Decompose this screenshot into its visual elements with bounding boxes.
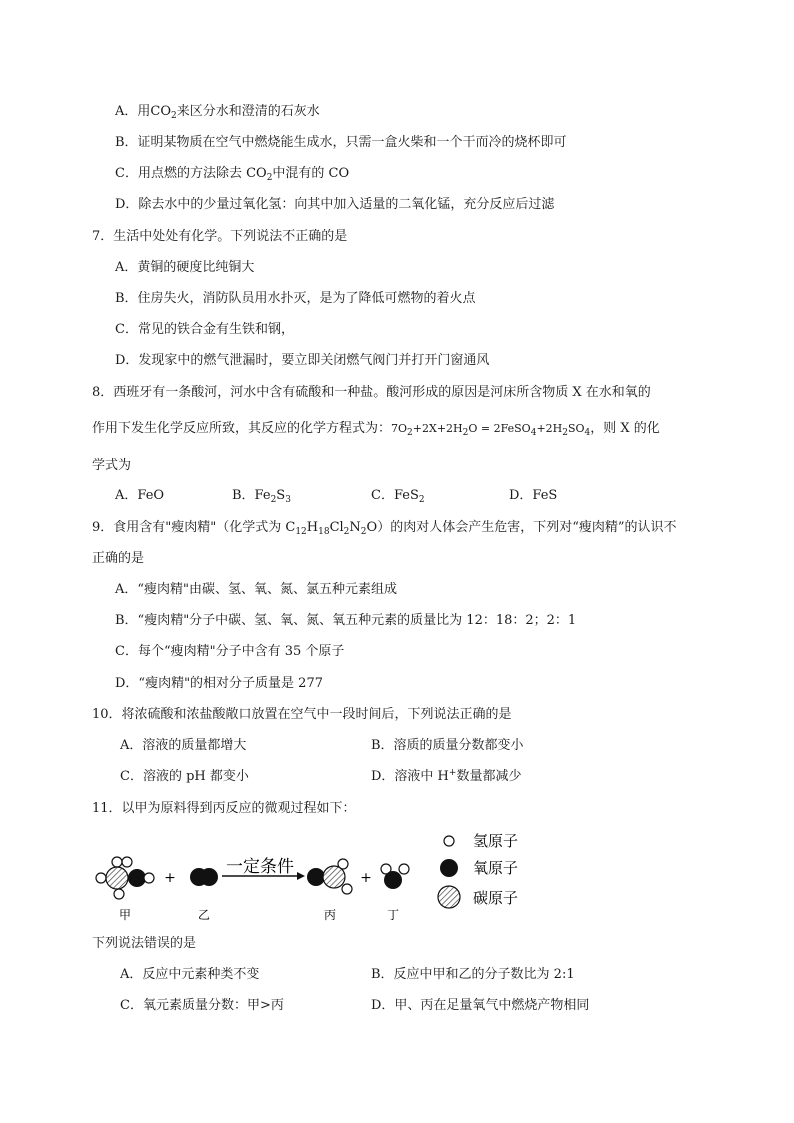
q8-option-b: B．$Fe_2S_3$: [232, 488, 291, 505]
molecule-jia: [96, 857, 154, 899]
q6-option-c: C．用点燃的方法除去 $CO_2$中混有的 CO: [115, 166, 350, 183]
q8-stem-line1: 8．西班牙有一条酸河，河水中含有硫酸和一种盐。酸河形成的原因是河床所含物质 X 在水和氧的: [92, 385, 651, 400]
q8-option-c: C．FeS$_2$: [371, 488, 425, 505]
q8-option-a: A．FeO: [115, 488, 165, 503]
legend-carbon-label: 碳原子: [473, 889, 519, 907]
q9-option-a: A．“瘦肉精"由碳、氢、氧、氮、氯五种元素组成: [115, 582, 398, 597]
q7-option-a: A．黄铜的硬度比纯铜大: [115, 260, 255, 275]
q9-stem-line2: 正确的是: [92, 551, 145, 566]
molecule-bing: [307, 859, 352, 894]
q11-option-c: C．氧元素质量分数：甲>丙: [120, 998, 284, 1013]
q9-option-b: B．“瘦肉精"分子中碳、氢、氧、氮、氧五种元素的质量比为 12：18：2；2：1: [115, 613, 577, 628]
q7-option-c: C．常见的铁合金有生铁和钢，: [115, 322, 294, 337]
plus-2: +: [360, 870, 372, 886]
legend-hydrogen-symbol: [444, 836, 454, 846]
q9-option-c: C．每个“瘦肉精"分子中含有 35 个原子: [115, 644, 345, 659]
legend-oxygen-label: 氧原子: [473, 859, 519, 877]
q11-option-a: A．反应中元素种类不变: [120, 967, 260, 982]
label-bing: 丙: [323, 908, 337, 922]
q9-stem-line1: 9．食用含有"瘦肉精"（化学式为 $C_{12}H_{18}Cl_2N_2O$）的肉对人体会产生危害，下列对“瘦肉精”的认识不: [92, 520, 677, 537]
q10-option-b: B．溶质的质量分数都变小: [371, 738, 524, 753]
q10-stem: 10．将浓硫酸和浓盐酸敞口放置在空气中一段时间后，下列说法正确的是: [92, 707, 512, 722]
q6-option-d: D．除去水中的少量过氧化氢：向其中加入适量的二氧化锰，充分反应后过滤: [115, 197, 555, 212]
label-ding: 丁: [386, 908, 400, 922]
q6-option-a: A．用$CO_2$来区分水和澄清的石灰水: [115, 104, 320, 121]
q7-option-b: B．住房失火，消防队员用水扑灭，是为了降低可燃物的着火点: [115, 291, 476, 306]
arrow-label: 一定条件: [226, 857, 294, 877]
q8-option-d: D．FeS: [509, 488, 558, 503]
plus-1: +: [164, 870, 176, 886]
q11-option-b: B．反应中甲和乙的分子数比为 2:1: [371, 967, 575, 982]
q9-option-d: D．“瘦肉精"的相对分子质量是 277: [115, 676, 323, 691]
q8-equation: $7O_2+2X+2H_2O$ = $2FeSO_4+2H_2SO_4$: [391, 422, 591, 438]
q11-stem-2: 下列说法错误的是: [92, 936, 197, 951]
q8-stem-line3: 学式为: [92, 458, 132, 473]
q10-option-a: A．溶液的质量都增大: [120, 738, 247, 753]
legend: [438, 832, 518, 908]
molecule-yi: [190, 868, 218, 886]
q10-option-c: C．溶液的 pH 都变小: [120, 769, 249, 784]
q11-option-d: D．甲、丙在足量氧气中燃烧产物相同: [371, 998, 590, 1013]
legend-carbon-symbol: [438, 886, 460, 908]
label-jia: 甲: [118, 908, 132, 922]
molecule-ding: [381, 864, 409, 889]
legend-hydrogen-label: 氢原子: [473, 832, 519, 850]
label-yi: 乙: [197, 908, 211, 922]
legend-oxygen-symbol: [440, 859, 458, 877]
q8-stem-line2: 作用下发生化学反应所致，其反应的化学方程式为：$7O_2+2X+2H_2O$ = $2FeSO_4+2H_2SO_4$，则 X 的化: [92, 421, 660, 438]
q10-option-d: D．溶液中 H+数量都减少: [371, 768, 522, 784]
reaction-diagram: [0, 820, 794, 930]
q7-stem: 7．生活中处处有化学。下列说法不正确的是: [92, 229, 348, 244]
q6-option-b: B．证明某物质在空气中燃烧能生成水，只需一盒火柴和一个干而冷的烧杯即可: [115, 135, 567, 150]
q7-option-d: D．发现家中的燃气泄漏时，要立即关闭燃气阀门并打开门窗通风: [115, 353, 490, 368]
q11-stem: 11．以甲为原料得到丙反应的微观过程如下：: [92, 801, 356, 816]
